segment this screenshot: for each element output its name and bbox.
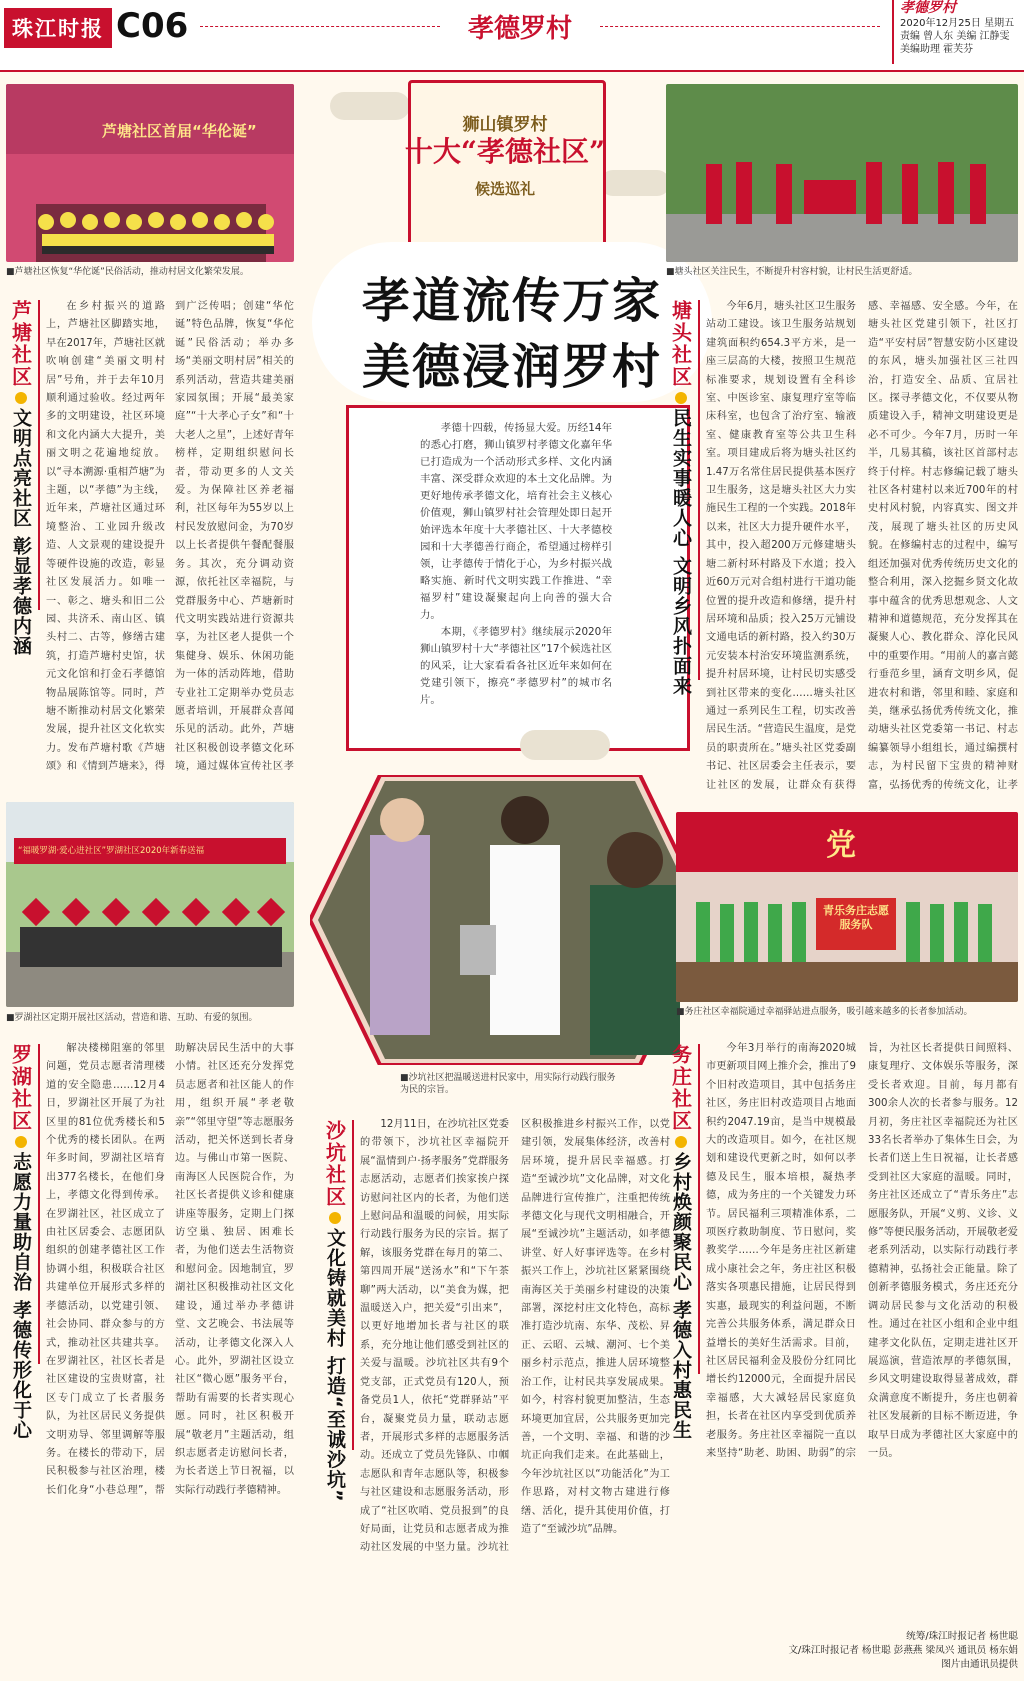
newspaper-logo: 珠江时报 <box>4 8 112 48</box>
shakeng-headline: 文化铸就美村 打造“至诚沙坑” <box>324 1228 346 1503</box>
lutang-caption: ■芦塘社区恢复“华佗诞”民俗活动，推动村居文化繁荣发展。 <box>6 267 249 277</box>
tangtou-body <box>706 298 1018 798</box>
tangtou-photo <box>666 84 1018 262</box>
issue-date: 2020年12月25日 星期五 <box>900 18 1015 29</box>
byline-writers: 文/珠江时报记者 杨世聪 彭燕燕 梁凤兴 通讯员 杨东娟 <box>788 1645 1018 1656</box>
wuzhuang-headline: 乡村焕颜聚民心 孝德入村惠民生 <box>670 1152 692 1440</box>
intro-paragraph-2: 本期，《孝德罗村》继续展示2020年狮山镇罗村十大“孝德社区”17个候选社区的风采，让大家看看各社区近年来如何在党建引领下，擦亮“孝德罗村”的城市名片。 <box>420 626 612 706</box>
column-brand: 孝德罗村 <box>900 0 956 16</box>
tangtou-body-text: 今年6月，塘头社区卫生服务站动工建设。该卫生服务站规划建筑面积约654.3平方米，是一座三层高的大楼，按照卫生规范标准要求，规划设置有全科诊室、中医诊室、康复理疗室等临床科室，也包含了治疗室、输液室、健康教育室等公共卫生科室。项目建成后将为塘头社区约1.47万名常住居民提供基本医疗卫生服务，这是塘头社区大力实施民生工程的一个实践。2018年以来，社区大力提升硬件水平，其中，投入超200万元修建塘头塘二新村环村路及下水道；投入近60万元对合组村进行干道功能位置的提升改造和修缮，提升村居环境和品质；投入25万元铺设文通电话的新村路，投入约30万元安装本村治安环境监测系统，提升村居环境，让村民切实感受到社区带来的变化……塘头社区通过一系列民生工程，切实改善居民生活。“营造民生温度，是党员的职责所在。”塘头社区党委副书记、社区居委会主任表示，要让社区的发展，让群众有获得感、幸福感、安全感。今年，在塘头社区党建引领下，社区打造“平安村居”智慧安防小区建设的东风，塘头加强社区三社四治，打造安全、品质、宜居社区。探寻孝德文化，不仅要从物质建设入手，精神文明建设更是必不可少。今年7月，历时一年半，几易其稿，该社区首部村志终于付梓。村志修编记载了塘头社区各村建村以来近700年的村史村风村貌，内容真实、图文并茂，展现了塘头社区的历史风貌。在修编村志的过程中，编写组还加强对优秀传统历史文化的整合利用，深入挖掘乡贤文化故事中蕴含的优秀思想观念、人文精神和道德规范，充分发挥其在凝聚人心、教化群众、淳化民风中的重要作用。“用前人的嘉言懿行垂范乡里，涵育文明乡风，促进农村和谐，邻里和睦、家庭和美，继承弘扬优秀传统文化，推动塘头社区党委第一书记、村志编纂领导小组组长，通过编撰村志，为村民留下宝贵的精神财富，弘扬优秀的传统文化，让孝 <box>706 301 1018 791</box>
editor-credit: 责编 曾人东 美编 江静雯 <box>900 31 1010 42</box>
luohu-headline: 志愿力量助自治 孝德传形化于心 <box>10 1152 32 1440</box>
wuzhuang-dot-icon <box>675 1136 687 1148</box>
shakeng-body <box>360 1116 670 1674</box>
lutang-headline: 文明点亮社区 彰显孝德内涵 <box>10 408 32 656</box>
wuzhuang-heading <box>668 1044 694 1440</box>
cloud-decoration-2 <box>600 170 670 196</box>
feature-intro <box>420 420 612 709</box>
shakeng-caption: ■沙坑社区把温暖送进村民家中，用实际行动践行服务为民的宗旨。 <box>400 1073 616 1095</box>
wuzhuang-body <box>706 1040 1018 1620</box>
cloud-decoration-3 <box>520 730 610 760</box>
luohu-caption: ■罗湖社区定期开展社区活动，营造和谐、互助、有爱的氛围。 <box>6 1013 258 1023</box>
wuzhuang-sign-text: 党 <box>826 828 856 863</box>
assistant-credit: 美编助理 霍芙芬 <box>900 44 974 55</box>
feature-badge-town: 狮山镇罗村 <box>462 115 548 135</box>
header-rule-right <box>600 26 880 27</box>
byline-photos: 图片由通讯员提供 <box>941 1659 1018 1670</box>
feature-badge-subtitle: 候选巡礼 <box>474 180 535 198</box>
luohu-community-label: 罗湖社区 <box>8 1044 33 1132</box>
tangtou-caption: ■塘头社区关注民生，不断提升村容村貌，让村民生活更舒适。 <box>666 267 918 277</box>
luohu-heading <box>8 1044 34 1440</box>
shakeng-body-text: 12月11日，在沙坑社区党委的带领下，沙坑社区幸福院开展“温情到户·扬孝服务”党群服务志愿活动，志愿者们挨家挨户探访慰问社区内的长者，为他们送上慰问品和温暖的问候，用实际行动践行服务为民的宗旨。据了解，该服务党群在每月的第二、第四周开展“送汤水”和“下午茶聊”两大活动，以“美食为媒，把温暖送入户，把关爱“引出来”，以更好地增加长者与社区的联系，充分地让他们感受到社区的关爱与温暖。沙坑社区共有9个党支部，正式党员有120人，预备党员1人，依托“党群驿站”平台，凝聚党员力量，联动志愿者，开展形式多样的志愿服务活动。还成立了党员先锋队、巾帼志愿队和青年志愿队等，积极参与社区建设和志愿服务活动，形成了“社区吹哨、党员报到”的良好局面，让党员和志愿者成为推动社区发展的中坚力量。沙坑社区积极推进乡村振兴工作，以党建引领，发展集体经济，改善村居环境，提升居民幸福感。打造“至诚沙坑”文化品牌，对文化品牌进行宣传推广，注重把传统孝德文化与现代文明相融合，开展“至诚沙坑”主题活动，如孝德讲堂、好人好事评选等。在乡村振兴工作上，沙坑社区紧紧围绕南海区关于美丽乡村建设的决策部署，深挖村庄文化特色，高标准打造沙坑南、东华、茂松、昇正、云昭、云城、潮河、七个美丽乡村示范点，推进人居环境整治工作，让村民共享发展成果。如今，村容村貌更加整洁，生态环境更加宜居，公共服务更加完善，一个文明、幸福、和谐的沙坑正向我们走来。在此基础上，今年沙坑社区以“功能活化”为工作思路，对村文物古建进行修缮、活化，提升其使用价值，打造了“至诚沙坑”品牌。 <box>360 1119 670 1554</box>
shakeng-community-label: 沙坑社区 <box>322 1120 347 1208</box>
lutang-dot-icon <box>15 392 27 404</box>
lutang-rule <box>38 300 40 610</box>
luohu-banner-text: “福暖罗湖·爱心进社区”罗湖社区2020年新春送福 <box>18 846 205 856</box>
shakeng-heading <box>322 1120 348 1503</box>
luohu-rule <box>38 1044 40 1364</box>
lutang-photo <box>6 84 294 262</box>
tangtou-dot-icon <box>675 392 687 404</box>
wuzhuang-photo <box>676 812 1018 1002</box>
lutang-body <box>46 298 294 790</box>
wuzhuang-community-label: 务庄社区 <box>668 1044 693 1132</box>
section-title: 孝德罗村 <box>467 14 572 44</box>
lutang-body-text: 在乡村振兴的道路上，芦塘社区脚踏实地，早在2017年，芦塘社区就吹响创建“美丽文明村居”号角，并于去年10月顺利通过验收。经过两年多的文明建设，社区环境和文化内涵大大提升，美丽文明之花遍地绽放。以“寻本溯源·重相芦塘”为主题，以“孝德”为主线，近年来，芦塘社区通过环境整治、工业园升级改造、人文景观的建设提升等硬件设施的改造，彰显社区发展活力。如唯一一、彰之、塘头和旧二公园、共济禾、南山区、镇头村二、古等，修缮古建筑，打造芦塘村史馆，状元文化馆和打金石孝德馆物品展陈馆等。同时，芦塘不断推动村居文化繁荣发展，提升社区文化软实力。发布芦塘村歌《芦塘颂》和《情到芦塘来》，得到广泛传唱；创建“华佗诞”特色品牌，恢复“华佗诞”民俗活动；举办多场“美丽文明村居”相关的系列活动，营造共建美丽家园氛围；开展“最美家庭”“十大孝心子女”和“十大老人之星”，上述好青年榜样，定期组织慰问长者，带动更多的人文关爱。为保障社区养老福利，社区每年为55岁以上村民发放慰问金，为70岁以上长者提供午餐配餐服务。其次，充分调动资源，依托社区幸福院，与党群服务中心、芦塘新时代文明实践站进行资源共享，为社区老人提供一个集健身、娱乐、休闲功能为一体的活动阵地，借助专业社工定期举办党员志愿者培训，开展群众喜闻乐见的活动。此外，芦塘社区积极创设孝德文化环境，通过媒体宣传社区孝 <box>46 301 294 773</box>
byline-coordinator: 统筹/珠江时报记者 杨世聪 <box>906 1631 1018 1642</box>
wuzhuang-flag-text: 青乐务庄志愿服务队 <box>823 904 889 931</box>
header-rule-left <box>200 26 440 27</box>
luohu-dot-icon <box>15 1136 27 1148</box>
intro-paragraph-1: 孝德十四载，传扬显大爱。历经14年的悉心打磨，狮山镇罗村孝德文化嘉年华已打造成为一个活动形式多样、文化内涵丰富、深受群众欢迎的本土文化品牌。为更好地传承孝德文化，培育社会主义核心价值观，狮山镇罗村社会管理处即日起开始评选本年度十大孝德社区、十大孝德校园和十大孝德善行商企，希望通过榜样引领，让孝德传于情化于心，为乡村振兴战略实施、新时代文明实践工作推进、“幸福罗村”建设凝聚起向上向善的强大合力。 <box>420 422 612 621</box>
bylines <box>706 1630 1018 1672</box>
tangtou-heading <box>668 300 694 696</box>
wuzhuang-caption: ■务庄社区幸福院通过幸福驿站进点服务，吸引越来越多的长者参加活动。 <box>676 1007 973 1017</box>
luohu-body <box>46 1040 294 1670</box>
lutang-community-label: 芦塘社区 <box>8 300 33 388</box>
shakeng-photo <box>310 775 710 1065</box>
feature-title-line2: 美德浸润罗村 <box>361 339 662 395</box>
luohu-photo <box>6 802 294 1007</box>
shakeng-dot-icon <box>329 1212 341 1224</box>
lutang-heading <box>8 300 34 656</box>
wuzhuang-body-text: 今年3月举行的南海2020城市更新项目网上推介会，推出了9个旧村改造项目，其中包括务庄社区，务庄旧村改造项目占地面积约2047.19亩，是当中规模最大的改造项目。如今，在社区规划和建设代更新之时，如何以孝德及民生，服本培根，凝热孝德，成为务庄的一个关键发力环节。居民福利三项精准体系，二项医疗救助制度、节日慰问，奖教奖学……今年是务庄社区新建成小康社会之年，务庄社区积极落实各项惠民措施，让居民得到实惠，最现实的利益问题，不断完善公共服务体系，满足群众日益增长的美好生活需求。目前，社区居民福利金及股份分红同比增长约12000元，全面提升居民幸福感，大大减轻居民家庭负担，长者在社区内享受到优质养老服务。务庄社区幸福院一直以来坚持“助老、助困、助弱”的宗旨，为社区长者提供日间照料、康复理疗、文体娱乐等服务，深受长者欢迎。目前，每月都有300余人次的长者参与服务。12月初，务庄社区幸福院还为社区33名长者举办了集体生日会，为长者们送上生日祝福，让长者感受到社区大家庭的温暖。同时，务庄社区还成立了“青乐务庄”志愿服务队，开展“义剪、义诊、义修”等便民服务活动，开展敬老爱老系列活动，以实际行动践行孝德精神，弘扬社会正能量。除了创新孝德服务模式，务庄还充分调动居民参与文化活动的积极性。通过在社区小组和企业中组建孝文化队伍，定期走进社区开展巡演，营造浓厚的孝德氛围，乡风文明建设取得显著成效，群众满意度不断提升，务庄也朝着社区发展新的目标不断迈进，争取早日成为孝德社区大家庭中的一员。 <box>706 1043 1018 1459</box>
cloud-decoration-1 <box>330 92 410 120</box>
lutang-banner-text: 芦塘社区首届“华伦诞” <box>102 122 257 140</box>
feature-title-line1: 孝道流传万家 <box>361 273 662 329</box>
shakeng-rule <box>352 1120 354 1450</box>
tangtou-headline: 民生实事暖人心 文明乡风扑面来 <box>670 408 692 696</box>
masthead <box>0 0 1024 72</box>
luohu-body-text: 解决楼梯阻塞的邻里问题，党员志愿者清理楼道的安全隐患……12月4日，罗湖社区开展了为社区里的81位优秀楼长和5个优秀的楼长团队。在两年多时间，罗湖社区培育出377名楼长，在他们身上，孝德文化得到传承。在罗湖社区，社区成立了由社区居委会、志愿团队组织的创建孝德社区工作协调小组，积极联合社区共建单位开展形式多样的孝德活动，以党建引领、社会协同、群众参与的方式，推动社区共建共享。在罗湖社区，社区长者是社区建设的宝贵财富，社区专门成立了长者服务队，为社区居民义务提供文明劝导、邻里调解等服务。在楼长的带动下，居民积极参与社区治理，楼长们化身“小巷总理”，帮助解决居民生活中的大事小情。社区还充分发挥党员志愿者和社区能人的作用，组织开展“孝老敬亲”“邻里守望”等志愿服务活动，把关怀送到长者身边。与佛山市第一医院、南海区人民医院合作，为社区长者提供义诊和健康讲座等服务，定期上门探访空巢、独居、困难长者，为他们送去生活物资和慰问金。因地制宜，罗湖社区积极推动社区文化建设，通过举办孝德讲堂、文艺晚会、书法展等活动，让孝德文化深入人心。此外，罗湖社区设立社区“微心愿”服务平台，帮助有需要的长者实现心愿。同时，社区积极开展“敬老月”主题活动，组织志愿者走访慰问长者，为长者送上节日祝福，以实际行动践行孝德精神。 <box>46 1043 294 1496</box>
tangtou-rule <box>698 300 700 680</box>
wuzhuang-rule <box>698 1044 700 1374</box>
feature-badge-title: 十大“孝德社区” <box>404 135 606 168</box>
edition-info <box>892 0 1024 64</box>
tangtou-community-label: 塘头社区 <box>668 300 693 388</box>
page-number: C06 <box>116 6 189 46</box>
